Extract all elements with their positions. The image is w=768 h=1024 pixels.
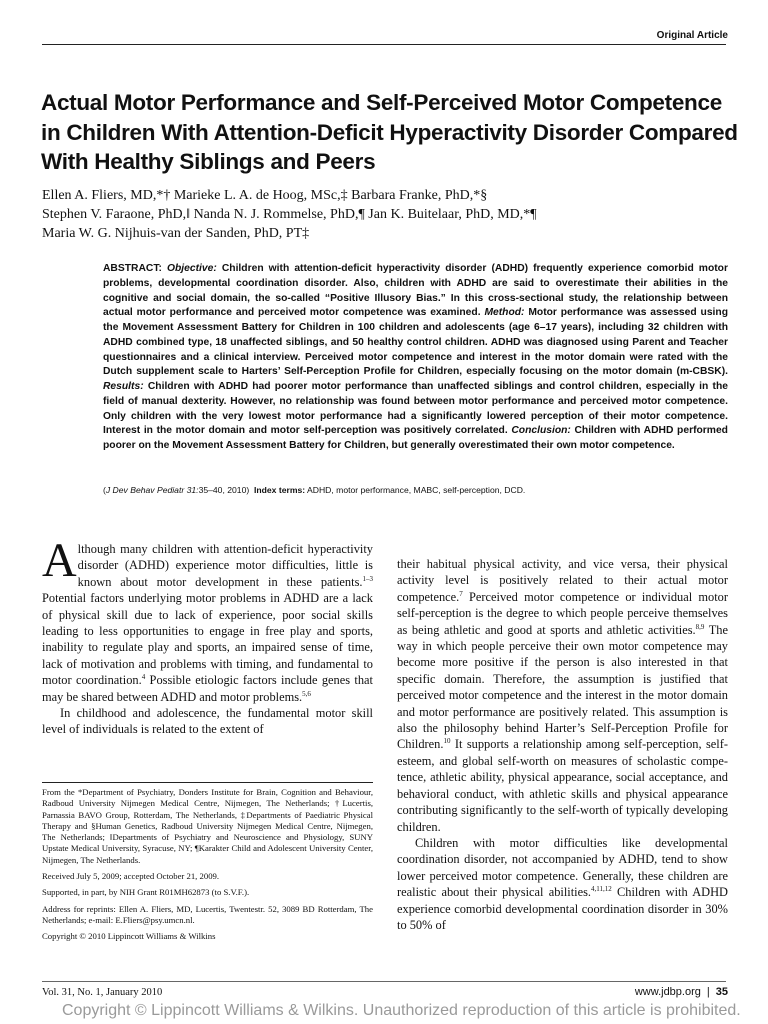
body-text: lthough many children with attention-deficit hyperactivity disorder (ADHD) experience motor difficulties, little is known about motor development in these patients.: [77, 542, 373, 589]
citation-line: (J Dev Behav Pediatr 31:35–40, 2010) Index terms: ADHD, motor performance, MABC, self-perception, DCD.: [103, 485, 526, 495]
copyright-watermark: Copyright © Lippincott Williams & Wilkins. Unauthorized reproduction of this article is prohibited.: [62, 1002, 741, 1019]
body-text: Perceived motor competence or individual motor self-perception is the degree to which people perceive themselves as being athletic and good at sports and athletic activities.: [397, 589, 728, 637]
body-paragraph: In childhood and adolescence, the fundamental motor skill level of individuals is related to the extent of: [42, 706, 373, 737]
reprint-address-note: Address for reprints: Ellen A. Fliers, MD, Lucertis, Twentestr. 52, 3089 BD Rotterdam, The Netherlands; e-mail: E.Fliers@psy.umcn.nl.: [42, 903, 373, 925]
issue-info: Vol. 31, No. 1, January 2010: [42, 987, 163, 998]
results-text: Children with ADHD had poorer motor performance than unaffected siblings and control children, especially in the field of manual dexterity. However, no relationship was found between motor performance and perceived motor competence. Only children with the very lowest motor performance had a significantly lowered perception of their motor competence. Interest in the motor domain and motor self-perception was positively correlated.: [103, 381, 728, 437]
citation-pages: 35–40, 2010): [198, 485, 250, 495]
method-label: Method:: [484, 307, 525, 319]
reference-marker[interactable]: 8,9: [695, 622, 705, 631]
index-terms: ADHD, motor performance, MABC, self-perception, DCD.: [307, 485, 526, 495]
reference-marker[interactable]: 4,11,12: [591, 885, 612, 894]
footer-divider: |: [706, 986, 710, 998]
drop-cap: A: [42, 534, 77, 587]
body-text: Potential factors underlying motor problems in ADHD are a lack of physical skill due to lack of experience, poor social skills leading to less opportunities to engage in free play and sports, inability to regulate play and sports, an impaired sense of time, lack of motivation and problems with timing, and fundamental to motor coordination.: [42, 591, 373, 688]
author-line: Stephen V. Faraone, PhD,‖ Nanda N. J. Rommelse, PhD,¶ Jan K. Buitelaar, PhD, MD,*¶: [42, 207, 537, 222]
footer-site: [635, 986, 728, 998]
body-text: It supports a relationship among self-perception, self-esteem, and global self-worth on measures of scholastic competence, athletic ability, physical appearance, social acceptance, and behavioral conduct, with athletic skills and physical appearance contributing significantly to the self-worth of typically developing children.: [397, 737, 728, 834]
method-text: Motor performance was assessed using the Movement Assessment Battery for Children in 100 children and adolescents (age 6–17 years), including 32 children with ADHD combined type, 18 unaffected siblings, and 50 healthy control children. ADHD was diagnosed using Parent and Teacher questionnaires and a clinical interview. Perceived motor competence and interest in the motor domain were rated with the Dutch supplement scale to Harters’ Self-Perception Profile for Children, especially focusing on the motor domain (m-CBSK).: [103, 307, 728, 378]
body-paragraph: [42, 534, 373, 705]
body-text: Possible etiologic factors include genes that may be shared between ADHD and motor problems.: [42, 673, 373, 704]
body-paragraph: [397, 835, 728, 933]
journal-citation: J Dev Behav Pediatr 31:: [105, 485, 199, 495]
page-number: 35: [715, 986, 728, 998]
author-line: Ellen A. Fliers, MD,*† Marieke L. A. de Hoog, MSc,‡ Barbara Franke, PhD,*§: [42, 188, 488, 203]
conclusion-text: Children with ADHD performed poorer on the Movement Assessment Battery for Children, but generally overestimated their own motor competence.: [103, 425, 728, 451]
body-text: Children with ADHD experience comorbid developmental coordination disorder in 30% to 50% of: [397, 885, 728, 932]
abstract: [103, 262, 728, 454]
footer-rule: [42, 981, 726, 982]
copyright-note: Copyright © 2010 Lippincott Williams & Wilkins: [42, 931, 216, 942]
objective-text: Children with attention-deficit hyperactivity disorder (ADHD) frequently experience comorbid motor problems, developmental coordination disorder. Also, children with ADHD are said to overestimate their abilities in the cognitive and social domain, the so-called “Positive Illusory Bias.” In this cross-sectional study, the relationship between actual motor performance and perceived motor competence was examined.: [103, 263, 728, 319]
header-rule: [42, 44, 726, 45]
article-type-label: Original Article: [656, 30, 728, 41]
article-title: Actual Motor Performance and Self-Perceived Motor Competence in Children With Attention-Deficit Hyperactivity Disorder Compared With Healthy Siblings and Peers: [41, 90, 738, 174]
author-line: Maria W. G. Nijhuis-van der Sanden, PhD, PT‡: [42, 226, 310, 241]
author-list: [42, 186, 742, 243]
support-note: Supported, in part, by NIH Grant R01MH62873 (to S.V.F.).: [42, 887, 250, 898]
footnote-rule: [42, 782, 373, 783]
footnotes: [42, 787, 373, 948]
reference-marker[interactable]: 7: [459, 589, 463, 598]
body-text: The way in which people perceive their own motor competence may become more positive if the person is also interested in that specific domain. Therefore, the assumption is justified that perceived motor competence and the interest in the motor domain and motor performance are positively related. This assumption is also the philosophy behind Harter’s Self-Perception Profile for Children.: [397, 622, 728, 752]
conclusion-label: Conclusion:: [511, 425, 571, 437]
results-label: Results:: [103, 381, 144, 392]
body-column-right: [397, 556, 728, 933]
affiliations-note: From the *Department of Psychiatry, Donders Institute for Brain, Cognition and Behaviour, Radboud University Nijmegen Medical Centre, Nijmegen, The Netherlands; †Lucertis, Parnassia BAVO Group, Rotterdam, The Netherlands, ‡Departments of Paediatric Physical Therapy and §Human Genetics, Radboud University Nijmegen Medical Centre, Nijmegen, The Netherlands; ‖Departments of Psychiatry and Neuroscience and Physiology, SUNY Upstate Medical University, Syracuse, NY; ¶Karakter Child and Adolescent University Center, Nijmegen, The Netherlands.: [42, 787, 373, 865]
received-note: Received July 5, 2009; accepted October 21, 2009.: [42, 871, 220, 882]
objective-label: Objective:: [166, 263, 217, 274]
reference-marker[interactable]: 1–3: [362, 574, 373, 583]
body-text: their habitual physical activity, and vice versa, their physical activity level is positively related to their actual motor competence.: [397, 557, 728, 604]
reference-marker[interactable]: 5,6: [302, 689, 311, 698]
reference-marker[interactable]: 10: [443, 737, 451, 746]
index-terms-label: Index terms:: [254, 485, 306, 495]
abstract-label: ABSTRACT:: [103, 263, 162, 274]
reference-marker[interactable]: 4: [141, 673, 146, 682]
body-text: Children with motor difficulties like developmental coordination disorder, not accompanied by ADHD, tend to show lower perceived motor competence. Generally, these children are realistic about their physical abilities.: [397, 835, 728, 900]
body-column-left: [42, 534, 373, 738]
body-paragraph: [397, 556, 728, 835]
journal-website-link[interactable]: www.jdbp.org: [634, 986, 701, 998]
